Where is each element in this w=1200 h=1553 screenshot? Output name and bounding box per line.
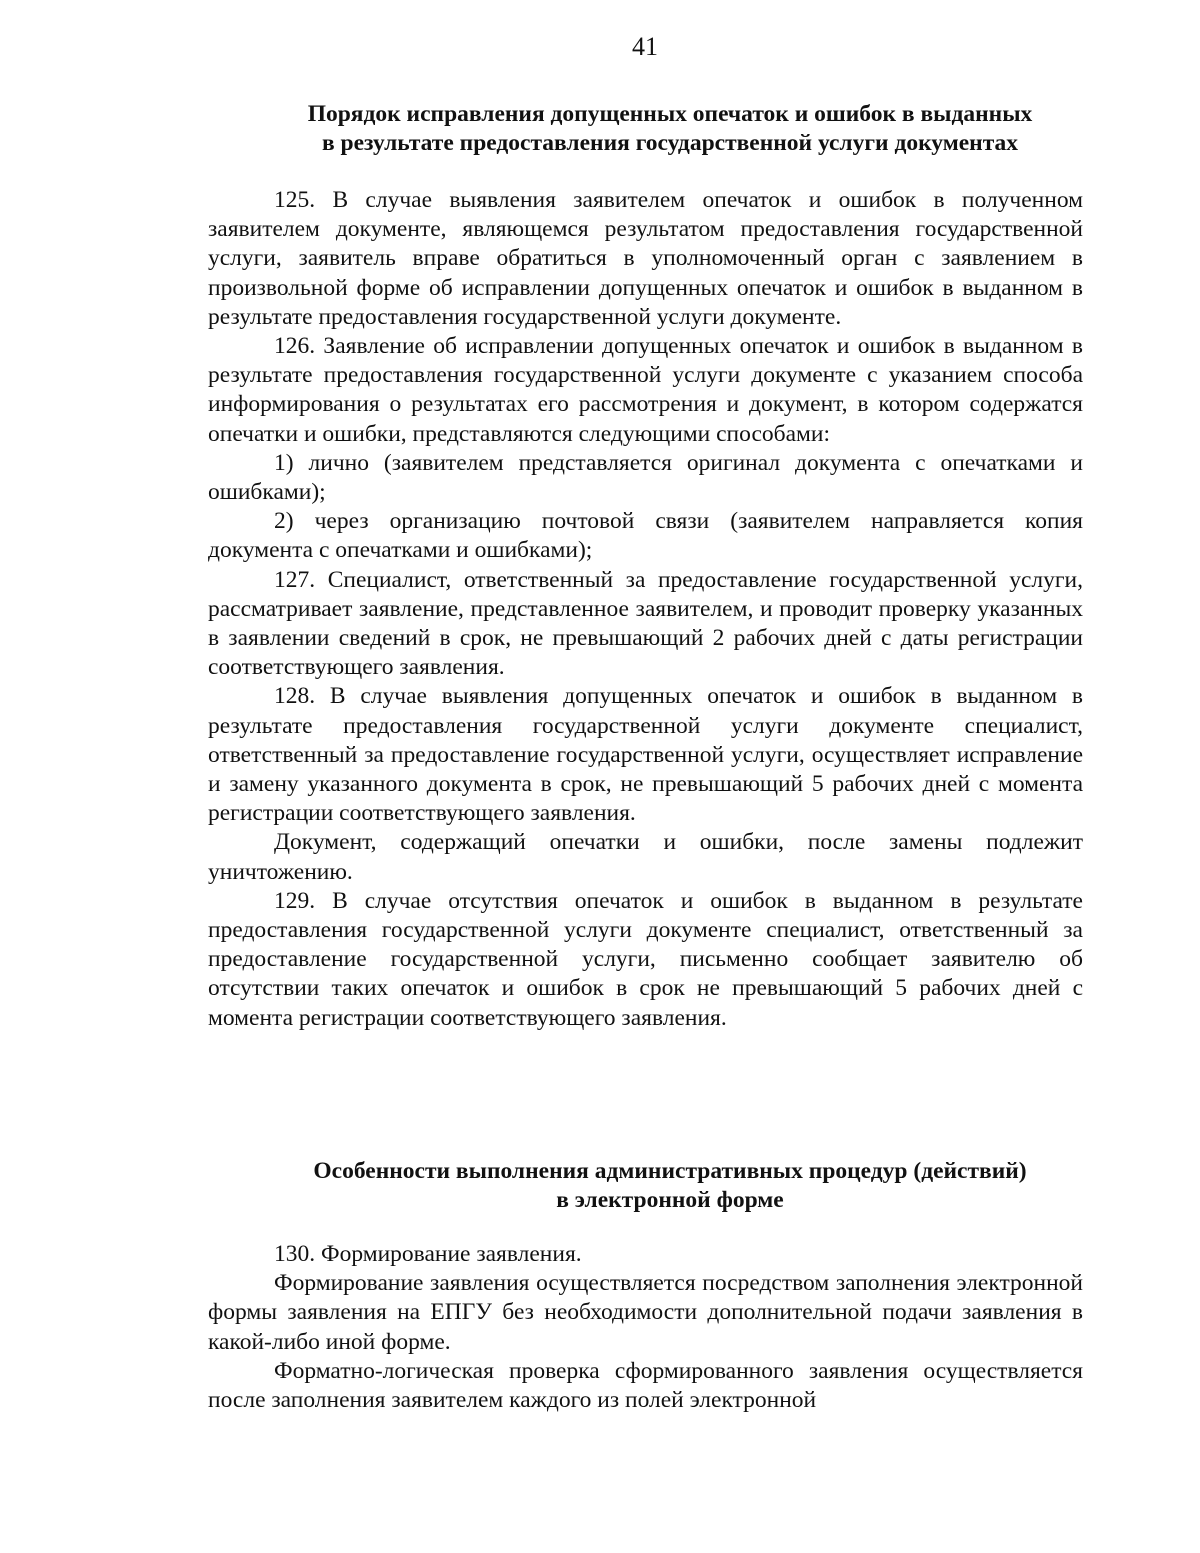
section-title-line: Особенности выполнения административных процедур (действий) — [313, 1158, 1027, 1184]
section-title-line: в результате предоставления государственной услуги документах — [321, 130, 1019, 156]
section-body-electronic — [208, 1240, 1083, 1415]
paragraph-127: 127. Специалист, ответственный за предоставление государственной услуги, рассматривает заявление, представленное заявителем, и проводит проверку указанных в заявлении сведений в срок, не превышающий 2 рабочих дней с даты регистрации соответствующего заявления. — [208, 566, 1083, 681]
section-title-corrections — [200, 100, 1140, 158]
paragraph-129: 129. В случае отсутствия опечаток и ошибок в выданном в результате предоставления государственной услуги документе специалист, ответственный за предоставление государственной услуги, письменно сообщает заявителю об отсутствии таких опечаток и ошибок в срок не превышающий 5 рабочих дней с момента регистрации соответствующего заявления. — [208, 887, 1083, 1031]
paragraph-125: 125. В случае выявления заявителем опечаток и ошибок в полученном заявителем документе, являющемся результатом предоставления государственной услуги, заявитель вправе обратиться в уполномоченный орган с заявлением в произвольной форме об исправлении допущенных опечаток и ошибок в выданном в результате предоставления государственной услуги документе. — [208, 187, 1083, 330]
paragraph-128-note: Документ, содержащий опечатки и ошибки, после замены подлежит уничтожению. — [208, 829, 1083, 885]
paragraph-126-item-1: 1) лично (заявителем представляется оригинал документа с опечатками и ошибками); — [208, 449, 1083, 506]
section-body-corrections — [208, 186, 1083, 1033]
paragraph-130-check: Форматно-логическая проверка сформированного заявления осуществляется после заполнения заявителем каждого из полей электронной — [208, 1357, 1083, 1414]
paragraph-126: 126. Заявление об исправлении допущенных опечаток и ошибок в выданном в результате предоставления государственной услуги документе с указанием способа информирования о результатах его рассмотрения и документ, в котором содержатся опечатки и ошибки, представляются следующими способами: — [208, 333, 1083, 447]
section-title-line: в электронной форме — [556, 1187, 784, 1213]
section-title-line: Порядок исправления допущенных опечаток и ошибок в выданных — [307, 101, 1033, 127]
paragraph-130: 130. Формирование заявления. — [274, 1241, 582, 1267]
paragraph-126-item-2: 2) через организацию почтовой связи (заявителем направляется копия документа с опечатками и ошибками); — [208, 508, 1083, 564]
page-number: 41 — [632, 32, 658, 61]
section-title-electronic — [200, 1157, 1140, 1215]
paragraph-130-form: Формирование заявления осуществляется посредством заполнения электронной формы заявления на ЕПГУ без необходимости дополнительной подачи заявления в какой-либо иной форме. — [208, 1270, 1083, 1355]
paragraph-128: 128. В случае выявления допущенных опечаток и ошибок в выданном в результате предоставления государственной услуги документе специалист, ответственный за предоставление государственной услуги, осуществляет исправление и замену указанного документа в срок, не превышающий 5 рабочих дней с момента регистрации соответствующего заявления. — [208, 683, 1083, 827]
